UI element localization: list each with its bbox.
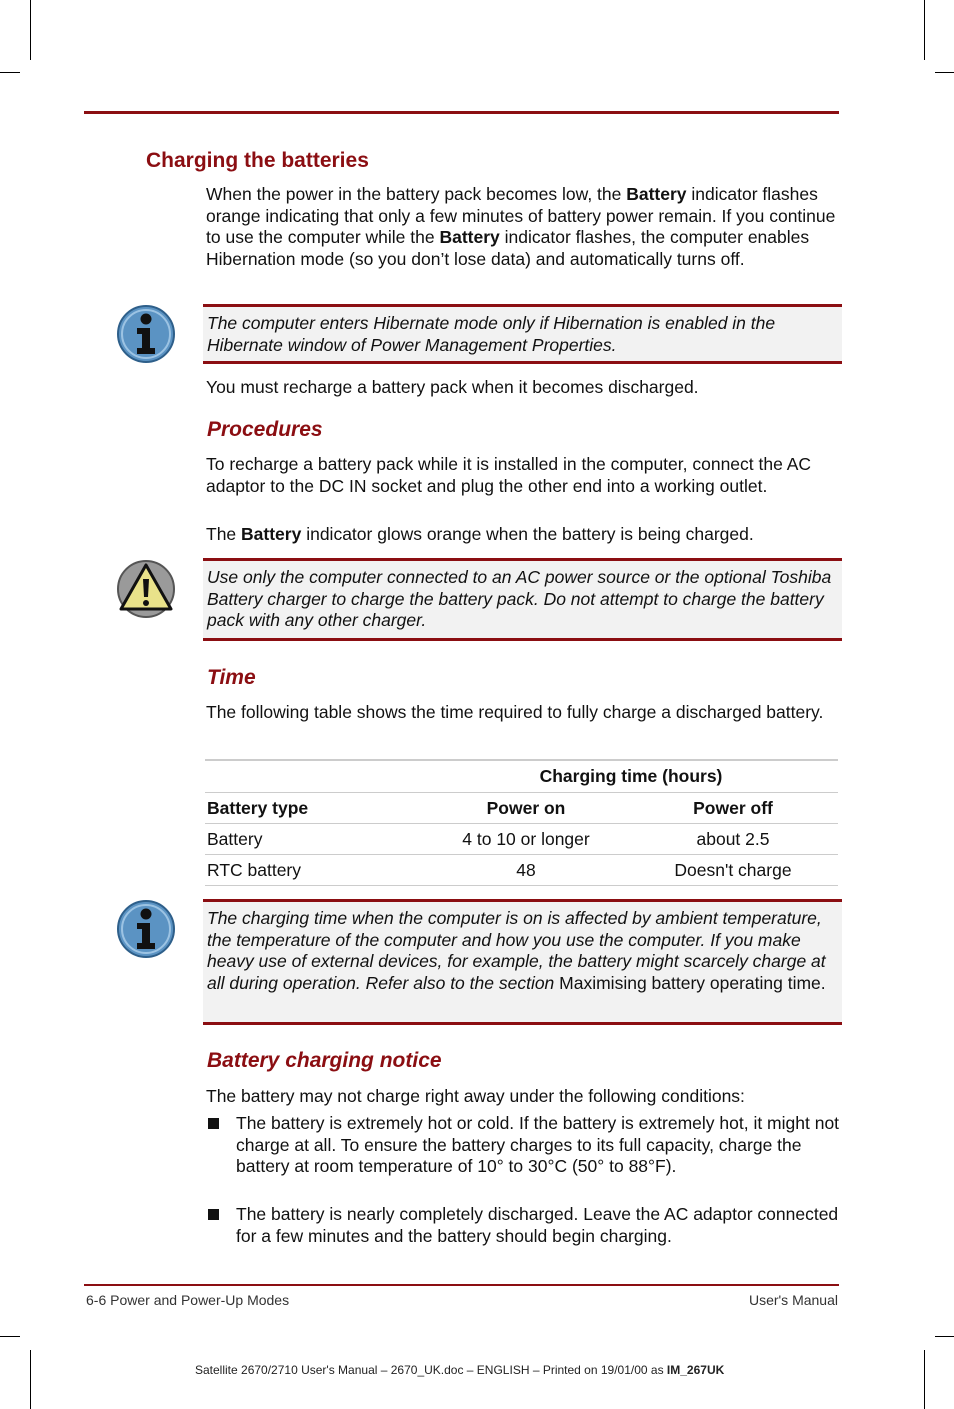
- caution-note: [203, 558, 842, 641]
- table-group-header: Charging time (hours): [424, 760, 838, 793]
- print-text: Satellite 2670/2710 User's Manual – 2670_UK.doc – ENGLISH – Printed on 19/01/00 as: [195, 1363, 667, 1377]
- intro-paragraph: [206, 184, 842, 270]
- section-title: Charging the batteries: [146, 149, 369, 172]
- time-paragraph: The following table shows the time required to fully charge a discharged battery.: [206, 702, 824, 722]
- table-header: Power on: [424, 793, 628, 824]
- list-item: The battery is extremely hot or cold. If the battery is extremely hot, it might not charge at all. To ensure the battery charges to its full capacity, charge the battery at room temperature of 10° to 30°C (50° to 88°F).: [236, 1113, 840, 1176]
- table-row: [205, 855, 838, 886]
- time-heading: Time: [207, 666, 256, 689]
- intro-text: indicator flashes orange indicating that only a few minutes of battery power remain. If you continue to use the computer while the: [206, 184, 836, 247]
- crop-mark: [924, 1350, 925, 1409]
- info-note: [203, 899, 842, 1025]
- crop-mark: [30, 1350, 31, 1409]
- battery-term: Battery: [626, 184, 687, 204]
- crop-mark: [30, 0, 31, 60]
- crop-mark: [935, 72, 954, 73]
- footer-right: User's Manual: [748, 1292, 838, 1308]
- print-line: [195, 1363, 724, 1377]
- table-group-header-row: [205, 760, 838, 793]
- table-row: [205, 824, 838, 855]
- header-rule: [84, 111, 839, 114]
- caution-text: Use only the computer connected to an AC power source or the optional Toshiba Battery charger to charge the battery pack. Do not attempt to charge the battery pack with any other charger.: [207, 567, 832, 630]
- section-reference: Maximising battery operating time.: [559, 972, 826, 993]
- recharge-paragraph: You must recharge a battery pack when it becomes discharged.: [206, 377, 699, 397]
- battery-term: Battery: [241, 524, 302, 544]
- crop-mark: [935, 1336, 954, 1337]
- print-code: IM_267UK: [666, 1363, 725, 1377]
- table-cell: about 2.5: [628, 824, 838, 855]
- procedures-paragraph: To recharge a battery pack while it is installed in the computer, connect the AC adaptor to the DC IN socket and plug the other end into a working outlet.: [206, 454, 812, 496]
- table-cell: Battery: [205, 824, 424, 855]
- crop-mark: [924, 0, 925, 60]
- table-cell: RTC battery: [205, 855, 424, 886]
- bullet-marker: [208, 1118, 219, 1129]
- footer-left: 6-6 Power and Power-Up Modes: [86, 1292, 290, 1308]
- info-note: [203, 304, 842, 364]
- charging-time-table: [205, 759, 838, 886]
- table-header-row: [205, 793, 838, 824]
- bullet-marker: [208, 1209, 219, 1220]
- table-cell: Doesn't charge: [628, 855, 838, 886]
- table-header: Power off: [628, 793, 838, 824]
- procedures-heading: Procedures: [207, 418, 323, 441]
- crop-mark: [0, 72, 20, 73]
- footer-rule: [84, 1284, 839, 1286]
- table-header-empty: [205, 760, 424, 793]
- intro-text: indicator flashes, the computer enables Hibernation mode (so you don’t lose data) and automatically turns off.: [206, 227, 810, 269]
- list-item: The battery is nearly completely discharged. Leave the AC adaptor connected for a few minutes and the battery should begin charging.: [236, 1204, 839, 1246]
- indicator-text: indicator glows orange when the battery is being charged.: [301, 524, 754, 544]
- battery-term: Battery: [439, 227, 500, 247]
- intro-text: When the power in the battery pack becomes low, the: [206, 184, 627, 204]
- indicator-paragraph: [206, 524, 842, 546]
- note-text: The computer enters Hibernate mode only if Hibernation is enabled in the Hibernate window of Power Management Properties.: [207, 313, 776, 355]
- notice-paragraph: The battery may not charge right away under the following conditions:: [206, 1086, 745, 1106]
- table-cell: 48: [424, 855, 628, 886]
- warning-icon: [115, 559, 177, 619]
- note-text: The charging time when the computer is on is affected by ambient temperature, the temperature of the computer and how you use the computer. If you make heavy use of external devices, for example, the battery might scarcely charge at all during operation. Refer also to the section: [207, 908, 826, 993]
- table-header: Battery type: [205, 793, 424, 824]
- notice-heading: Battery charging notice: [207, 1049, 442, 1072]
- table-cell: 4 to 10 or longer: [424, 824, 628, 855]
- crop-mark: [0, 1336, 20, 1337]
- info-icon: [116, 899, 176, 959]
- indicator-text: The: [206, 524, 242, 544]
- info-icon: [116, 304, 176, 364]
